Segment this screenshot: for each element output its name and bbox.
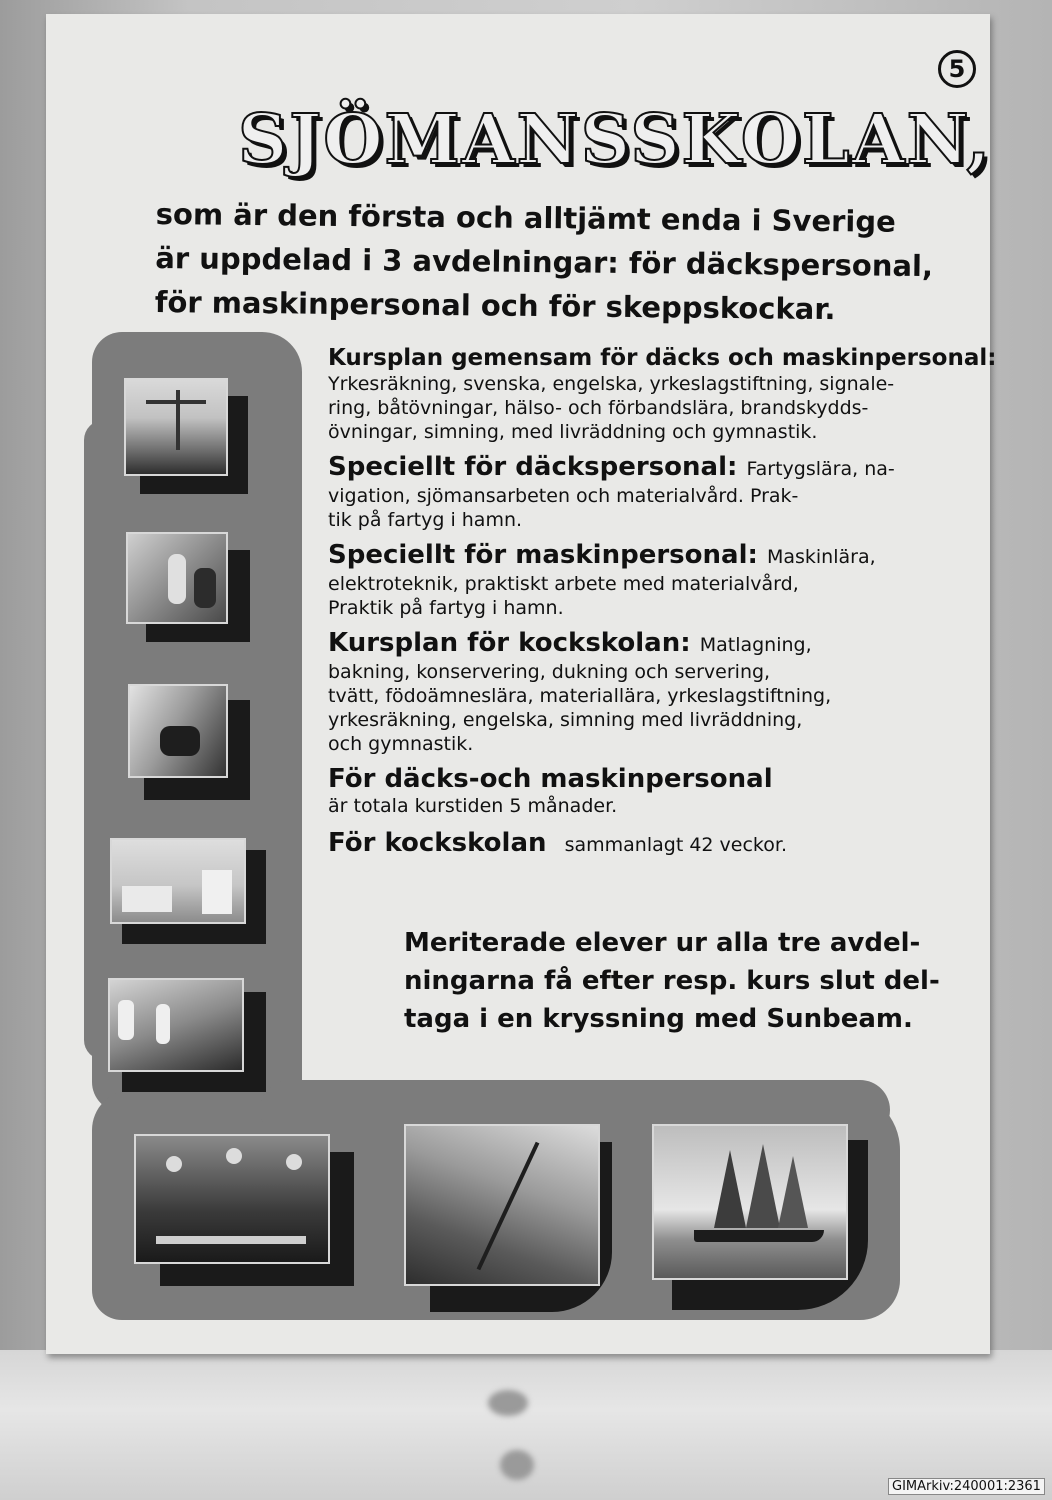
section-heading: Speciellt för maskinpersonal: (328, 540, 758, 570)
closing-line: Meriterade elever ur alla tre avdel- (404, 928, 921, 958)
section-inline-text: sammanlagt 42 veckor. (564, 834, 787, 856)
section-line: elektroteknik, praktiskt arbete med materialvård, (328, 573, 799, 595)
section-inline-text: Matlagning, (699, 634, 812, 656)
section-deck (328, 452, 928, 532)
section-cooking (328, 628, 928, 756)
subtitle-line: är uppdelad i 3 avdelningar: för däckspersonal, (155, 240, 934, 284)
section-line: är totala kurstiden 5 månader. (328, 795, 618, 817)
section-line: och gymnastik. (328, 733, 474, 755)
poster-title: SJÖMANSSKOLAN, (238, 100, 992, 180)
section-common (328, 344, 997, 444)
section-inline-text: Maskinlära, (766, 546, 876, 568)
section-line: tvätt, födoämneslära, materiallära, yrkeslagstiftning, (328, 685, 832, 707)
poster-number-badge: 5 (938, 50, 976, 88)
subtitle-line: som är den första och alltjämt enda i Sverige (155, 196, 896, 239)
section-line: övningar, simning, med livräddning och gymnastik. (328, 421, 818, 443)
section-line: ring, båtövningar, hälso- och förbandslära, brandskydds- (328, 397, 869, 419)
section-heading: Kursplan gemensam för däcks och maskinpersonal: (328, 345, 997, 371)
closing-line: taga i en kryssning med Sunbeam. (404, 1004, 913, 1034)
section-heading: Kursplan för kockskolan: (328, 628, 691, 658)
section-line: tik på fartyg i hamn. (328, 509, 523, 531)
paint-backdrop-edge (84, 420, 124, 1060)
closing-line: ningarna få efter resp. kurs slut del- (404, 966, 940, 996)
closing-statement (404, 924, 940, 1038)
section-inline-text: Fartygslära, na- (746, 458, 895, 480)
section-engine (328, 540, 928, 620)
archive-watermark: GIMArkiv:240001:2361 (888, 1478, 1045, 1495)
course-content (328, 344, 997, 868)
section-duration-deck-engine (328, 764, 928, 818)
section-line: vigation, sjömansarbeten och materialvård. Prak- (328, 485, 799, 507)
section-line: yrkesräkning, engelska, simning med livräddning, (328, 709, 803, 731)
section-heading: För kockskolan (328, 828, 547, 858)
subtitle-line: för maskinpersonal och för skeppskockar. (154, 284, 836, 327)
section-duration-cooking (328, 828, 928, 860)
section-heading: För däcks-och maskinpersonal (328, 764, 773, 794)
section-line: Yrkesräkning, svenska, engelska, yrkeslagstiftning, signale- (328, 373, 895, 395)
section-line: Praktik på fartyg i hamn. (328, 597, 564, 619)
section-heading: Speciellt för däckspersonal: (328, 452, 738, 482)
poster-subtitle (154, 192, 934, 332)
section-line: bakning, konservering, dukning och servering, (328, 661, 771, 683)
